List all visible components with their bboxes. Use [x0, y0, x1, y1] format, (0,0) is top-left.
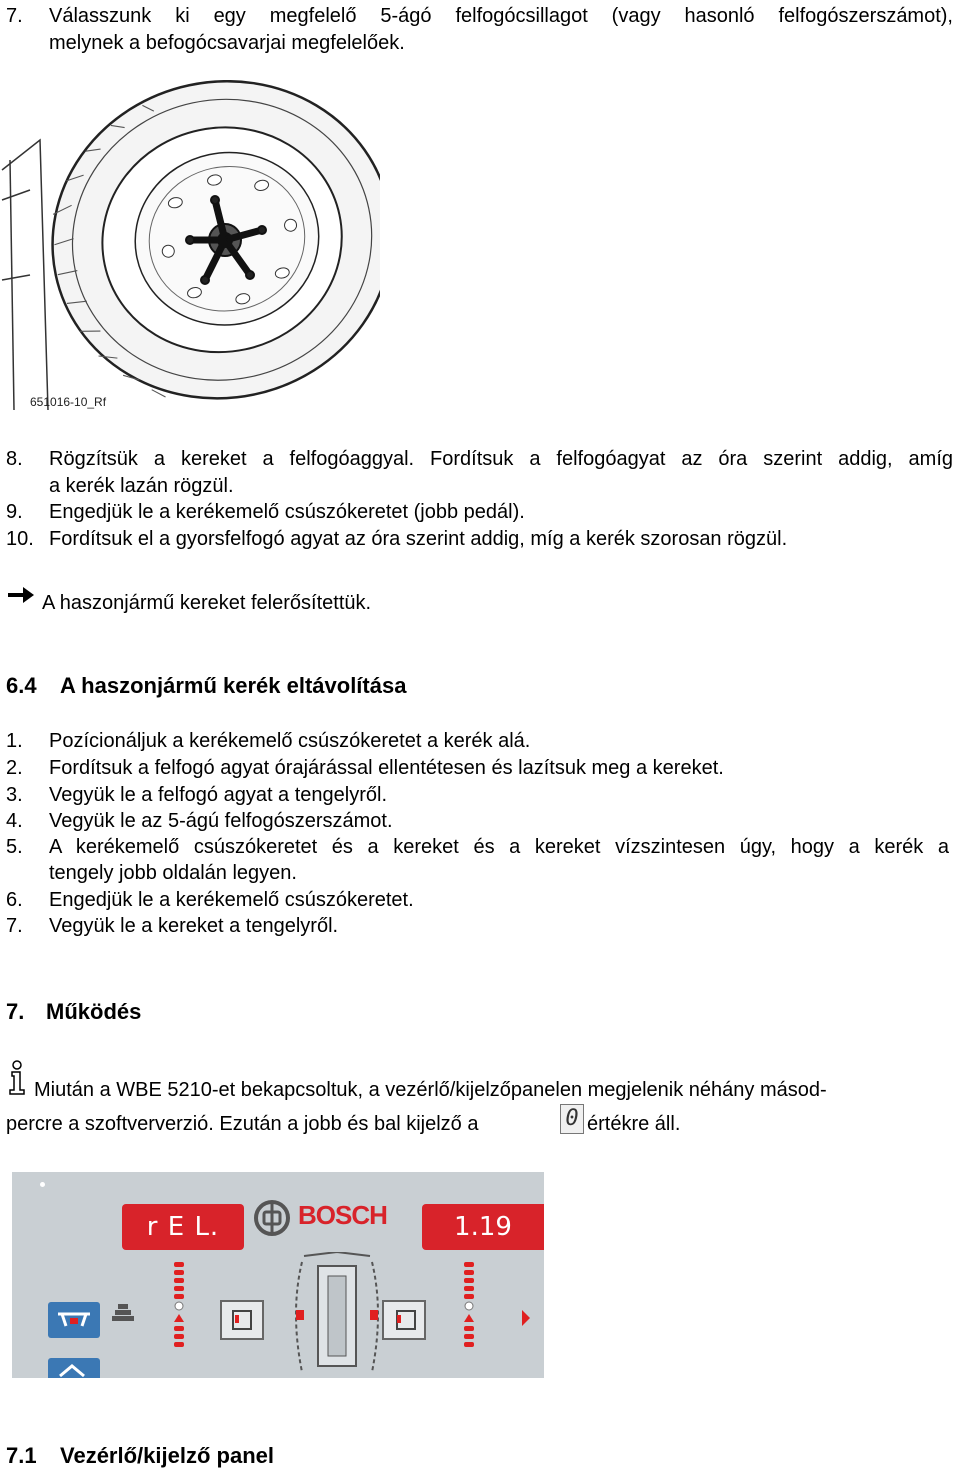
- mode-button[interactable]: [48, 1358, 100, 1378]
- right-display: [422, 1204, 544, 1250]
- item-text: Vegyük le a kereket a tengelyről.: [49, 915, 339, 937]
- item-text: A kerékemelő csúszókeretet és a kereket és a kereket vízszintesen úgy, hogy a kerék a: [49, 836, 949, 858]
- left-display: [122, 1204, 244, 1250]
- item-text: Fordítsuk a felfogó agyat órajárással ellentétesen és lazítsuk meg a kereket.: [49, 757, 724, 779]
- rim-type-button[interactable]: [48, 1302, 100, 1338]
- mode-icon: [56, 1362, 92, 1378]
- item-number: 8.: [6, 448, 23, 470]
- intro-paragraph-line2: percre a szoftververzió. Ezután a jobb és bal kijelző a: [6, 1113, 479, 1135]
- item-number: 2.: [6, 757, 23, 779]
- info-icon: [6, 1060, 28, 1096]
- intro-paragraph-line1: Miután a WBE 5210-et bekapcsoltuk, a vezérlő/kijelzőpanelen megjelenik néhány másod-: [34, 1079, 827, 1101]
- item-text: Pozícionáljuk a kerékemelő csúszókeretet a kerék alá.: [49, 730, 531, 752]
- item-text: Vegyük le a felfogó agyat a tengelyről.: [49, 784, 388, 806]
- left-function-button[interactable]: [220, 1300, 264, 1340]
- section-number: 7.1: [6, 1443, 37, 1468]
- indicator-dot: [40, 1182, 45, 1187]
- section-heading: A haszonjármű kerék eltávolítása: [60, 673, 407, 698]
- item-number: 7.: [6, 915, 23, 937]
- zero-glyph: 0: [565, 1106, 579, 1131]
- left-function-button-led: [235, 1315, 239, 1323]
- right-display-value: 1.19: [454, 1212, 512, 1242]
- wheel-position-diagram: [282, 1252, 392, 1378]
- section-number: 7.: [6, 999, 25, 1024]
- bosch-logo-icon: [252, 1198, 292, 1238]
- item-text: Engedjük le a kerékemelő csúszókeretet.: [49, 889, 414, 911]
- item-number: 6.: [6, 889, 23, 911]
- item-text-continued: tengely jobb oldalán legyen.: [49, 862, 297, 884]
- item-number: 3.: [6, 784, 23, 806]
- item-number: 5.: [6, 836, 23, 858]
- right-function-button-led: [397, 1315, 401, 1323]
- item-number: 4.: [6, 810, 23, 832]
- item-text: Válasszunk ki egy megfelelő 5-ágó felfogócsillagot (vagy hasonló felfogószerszámot),: [49, 5, 953, 27]
- item-text-continued: melynek a befogócsavarjai megfelelőek.: [49, 32, 405, 54]
- item-text: Rögzítsük a kereket a felfogóaggyal. Fordítsuk a felfogóagyat az óra szerint addig, amíg: [49, 448, 953, 470]
- section-number: 6.4: [6, 673, 37, 698]
- item-text: Engedjük le a kerékemelő csúszókeretet (jobb pedál).: [49, 501, 525, 523]
- result-text: A haszonjármű kereket felerősítettük.: [42, 592, 372, 614]
- brand-name: BOSCH: [298, 1200, 387, 1230]
- item-text: Vegyük le az 5-ágú felfogószerszámot.: [49, 810, 393, 832]
- section-heading: Működés: [46, 999, 142, 1024]
- wheel-illustration: [0, 80, 380, 420]
- led-column-right: [462, 1258, 476, 1368]
- item-text-continued: a kerék lazán rögzül.: [49, 475, 234, 497]
- item-number: 7.: [6, 5, 23, 27]
- left-display-value: r E L.: [146, 1212, 220, 1242]
- item-number: 1.: [6, 730, 23, 752]
- weight-stack-icon: [108, 1300, 138, 1324]
- item-number: 10.: [6, 528, 34, 550]
- arrow-right-icon: [6, 584, 36, 606]
- led-column-left: [172, 1258, 186, 1368]
- tire: [23, 80, 380, 420]
- item-text: Fordítsuk el a gyorsfelfogó agyat az óra szerint addig, míg a kerék szorosan rögzül.: [49, 528, 788, 550]
- zero-display-icon: [560, 1104, 584, 1134]
- control-panel: [12, 1172, 544, 1378]
- item-number: 9.: [6, 501, 23, 523]
- section-heading: Vezérlő/kijelző panel: [60, 1443, 274, 1468]
- intro-paragraph-line2-end: értékre áll.: [587, 1113, 681, 1135]
- red-indicator: [520, 1300, 532, 1336]
- figure-code: 651016-10_Rf: [30, 395, 107, 409]
- rim-weight-icon: [54, 1308, 94, 1332]
- right-function-button[interactable]: [382, 1300, 426, 1340]
